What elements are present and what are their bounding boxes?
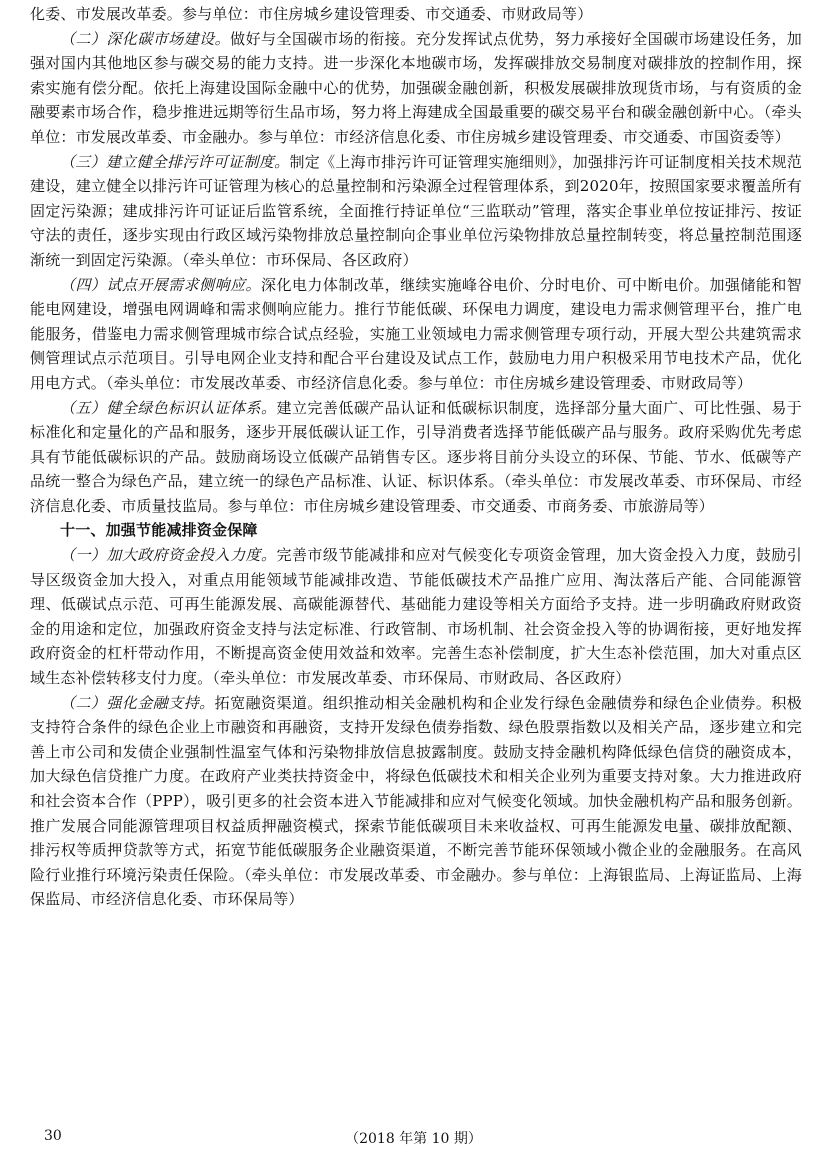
paragraph-lead: （三）建立健全排污许可证制度。 (60, 152, 290, 171)
paragraph-lead: （五）健全绿色标识认证体系。 (60, 398, 277, 417)
paragraph-lead: （四）试点开展需求侧响应。 (60, 275, 262, 294)
page-footer (0, 1128, 827, 1152)
issue-label: （2018 年第 10 期） (345, 1131, 482, 1147)
paragraph-lead: （一）加大政府资金投入力度。 (60, 546, 277, 565)
paragraph-lead: （二）深化碳市场建设。 (60, 29, 231, 48)
section-heading (30, 518, 802, 543)
body-paragraph (30, 27, 802, 150)
paragraph-text: 深化电力体制改革，继续实施峰谷电价、分时电价、可中断电价。加强储能和智能电网建设，增强电网调峰和需求侧响应能力。推行节能低碳、环保电力调度，建设电力需求侧管理平台，推广电能服务，借鉴电力需求侧管理城市综合试点经验，实施工业领域电力需求侧管理专项行动，开展大型公共建筑需求侧管理试点示范项目。引导电网企业支持和配合平台建设及试点工作，鼓励电力用户积极采用节电技术产品，优化用电方式。（牵头单位：市发展改革委、市经济信息化委。参与单位：市住房城乡建设管理委、市财政局等） (30, 275, 802, 392)
paragraph-text: 建立完善低碳产品认证和低碳标识制度，选择部分量大面广、可比性强、易于标准化和定量化的产品和服务，逐步开展低碳认证工作，引导消费者选择节能低碳产品与服务。政府采购优先考虑具有节能低碳标识的产品。鼓励商场设立低碳产品销售专区。逐步将目前分头设立的环保、节能、节水、低碳等产品统一整合为绿色产品，建立统一的绿色产品标准、认证、标识体系。（牵头单位：市发展改革委、市环保局、市经济信息化委、市质量技监局。参与单位：市住房城乡建设管理委、市交通委、市商务委、市旅游局等） (30, 398, 802, 515)
body-paragraph (30, 2, 802, 27)
body-paragraph (30, 543, 802, 691)
paragraph-text: 完善市级节能减排和应对气候变化专项资金管理，加大资金投入力度，鼓励引导区级资金加大投入，对重点用能领域节能减排改造、节能低碳技术产品推广应用、淘汰落后产能、合同能源管理、低碳试点示范、可再生能源发展、高碳能源替代、基础能力建设等相关方面给予支持。进一步明确政府财政资金的用途和定位，加强政府资金支持与法定标准、行政管制、市场机制、社会资金投入等的协调衔接，更好地发挥政府资金的杠杆带动作用，不断提高资金使用效益和效率。完善生态补偿制度，扩大生态补偿范围，加大对重点区域生态补偿转移支付力度。（牵头单位：市发展改革委、市环保局、市财政局、各区政府） (30, 546, 802, 688)
body-paragraph (30, 273, 802, 396)
body-paragraph (30, 691, 802, 912)
page-number: 30 (44, 1128, 62, 1144)
paragraph-text: 拓宽融资渠道。组织推动相关金融机构和企业发行绿色金融债券和绿色企业债券。积极支持符合条件的绿色企业上市融资和再融资，支持开发绿色债券指数、绿色股票指数以及相关产品，逐步建立和完善上市公司和发债企业强制性温室气体和污染物排放信息披露制度。鼓励支持金融机构降低绿色信贷的融资成本，加大绿色信贷推广力度。在政府产业类扶持资金中，将绿色低碳技术和相关企业列为重要支持对象。大力推进政府和社会资本合作（PPP），吸引更多的社会资本进入节能减排和应对气候变化领域。加快金融机构产品和服务创新。推广发展合同能源管理项目权益质押融资模式，探索节能低碳项目未来收益权、可再生能源发电量、碳排放配额、排污权等质押贷款等方式，拓宽节能低碳服务企业融资渠道，不断完善节能环保领域小微企业的金融服务。在高风险行业推行环境污染责任保险。（牵头单位：市发展改革委、市金融办。参与单位：上海银监局、上海证监局、上海保监局、市经济信息化委、市环保局等） (30, 693, 802, 909)
paragraph-text: 做好与全国碳市场的衔接。充分发挥试点优势，努力承接好全国碳市场建设任务，加强对国内其他地区参与碳交易的能力支持。进一步深化本地碳市场，发挥碳排放交易制度对碳排放的控制作用，探索实施有偿分配。依托上海建设国际金融中心的优势，加强碳金融创新，积极发展碳排放现货市场，与有资质的金融要素市场合作，稳步推进远期等衍生品市场，努力将上海建成全国最重要的碳交易平台和碳金融创新中心。（牵头单位：市发展改革委、市金融办。参与单位：市经济信息化委、市住房城乡建设管理委、市交通委、市国资委等） (30, 29, 803, 146)
paragraph-lead: （二）强化金融支持。 (60, 693, 215, 712)
paragraph-text: 十一、加强节能减排资金保障 (60, 521, 258, 540)
document-body (30, 2, 802, 912)
body-paragraph (30, 150, 802, 273)
paragraph-text: 化委、市发展改革委。参与单位：市住房城乡建设管理委、市交通委、市财政局等） (30, 5, 593, 23)
paragraph-text: 制定《上海市排污许可证管理实施细则》，加强排污许可证制度相关技术规范建设，建立健全以排污许可证管理为核心的总量控制和污染源全过程管理体系，到2020年，按照国家要求覆盖所有固定污染源；建成排污许可证证后监管系统，全面推行持证单位“三监联动”管理，落实企事业单位按证排污、按证守法的责任，逐步实现由行政区域污染物排放总量控制向企事业单位污染物排放总量控制转变，将总量控制范围逐渐统一到固定污染源。（牵头单位：市环保局、各区政府） (30, 152, 802, 269)
body-paragraph (30, 396, 802, 519)
